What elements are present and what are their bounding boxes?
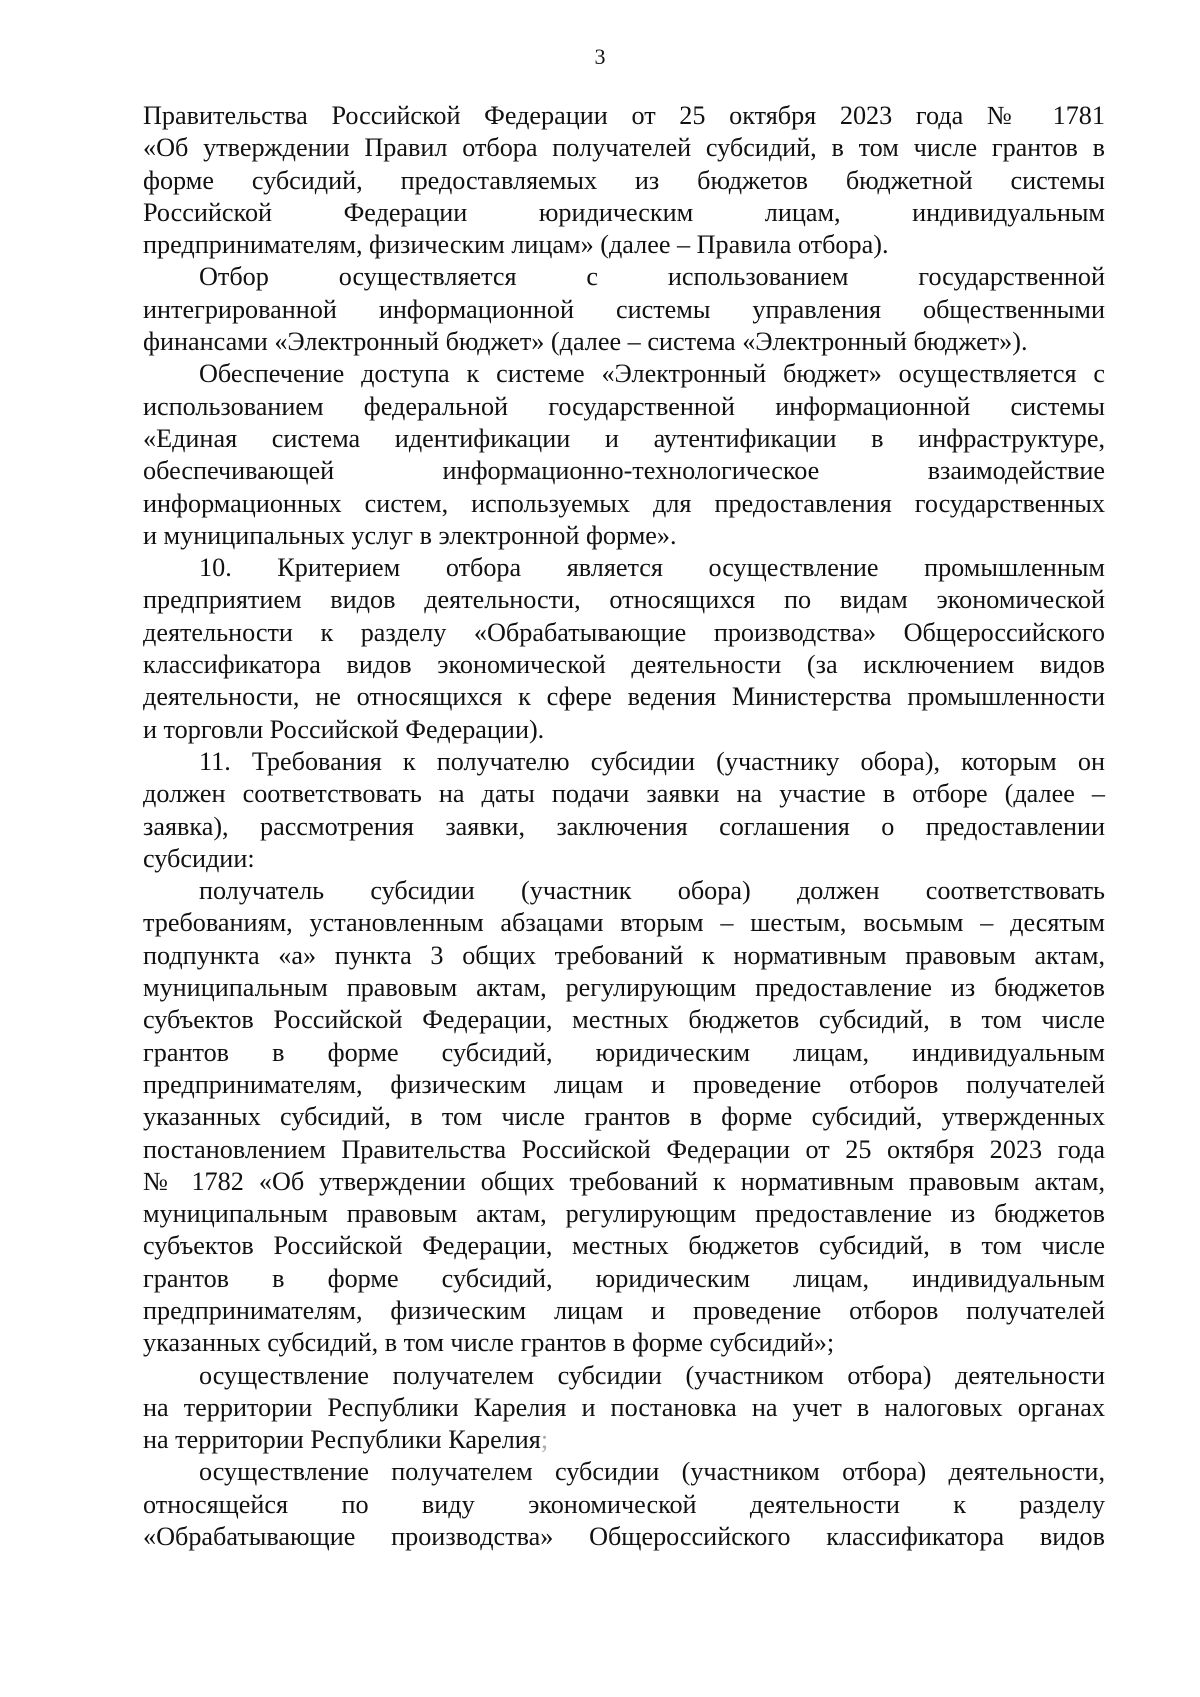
faint-semicolon: ; (540, 1425, 549, 1455)
text-line: предприятием видов деятельности, относящихся по видам экономической (143, 585, 1105, 615)
paragraph-first-line: Отбор осуществляется с использованием государственной (199, 262, 1105, 292)
text-line: относящейся по виду экономической деятельности к разделу (143, 1489, 1105, 1519)
text-line: обеспечивающей информационно-технологическое взаимодействие (143, 456, 1105, 486)
text-line: Российской Федерации юридическим лицам, индивидуальным (143, 197, 1105, 227)
text-line: муниципальным правовым актам, регулирующим предоставление из бюджетов (143, 973, 1105, 1003)
text-line: информационных систем, используемых для предоставления государственных (143, 488, 1105, 518)
text-line: на территории Республики Карелия и постановка на учет в налоговых органах (143, 1392, 1105, 1422)
text-line: муниципальным правовым актам, регулирующим предоставление из бюджетов (143, 1199, 1105, 1229)
paragraph-first-line: 10. Критерием отбора является осуществление промышленным (199, 553, 1105, 583)
text-line: и торговли Российской Федерации). (143, 714, 545, 744)
text-fragment: на территории Республики Карелия (143, 1425, 541, 1455)
text-line (143, 1424, 1105, 1456)
text-line: и муниципальных услуг в электронной форме». (143, 520, 677, 550)
text-line: «Обрабатывающие производства» Общероссийского классификатора видов (143, 1522, 1105, 1552)
text-line: указанных субсидий, в том числе грантов в форме субсидий»; (143, 1328, 835, 1358)
text-line: «Единая система идентификации и аутентификации в инфраструктуре, (143, 423, 1105, 453)
paragraph-first-line: Обеспечение доступа к системе «Электронный бюджет» осуществляется с (199, 359, 1105, 389)
text-line: субсидии: (143, 843, 255, 873)
text-line: использованием федеральной государственной информационной системы (143, 391, 1105, 421)
text-line: требованиям, установленным абзацами вторым – шестым, восьмым – десятым (143, 908, 1105, 938)
text-line: предпринимателям, физическим лицам» (далее – Правила отбора). (143, 230, 889, 260)
text-line: «Об утверждении Правил отбора получателей субсидий, в том числе грантов в (143, 133, 1105, 163)
text-line: субъектов Российской Федерации, местных бюджетов субсидий, в том числе (143, 1231, 1105, 1261)
text-line: заявка), рассмотрения заявки, заключения соглашения о предоставлении (143, 811, 1105, 841)
paragraph-first-line: 11. Требования к получателю субсидии (участнику обора), которым он (199, 746, 1105, 776)
paragraph-first-line: получатель субсидии (участник обора) должен соответствовать (199, 876, 1105, 906)
document-body (143, 100, 1105, 1553)
text-line: деятельности к разделу «Обрабатывающие производства» Общероссийского (143, 617, 1105, 647)
text-line: должен соответствовать на даты подачи заявки на участие в отборе (далее – (143, 779, 1105, 809)
text-line: классификатора видов экономической деятельности (за исключением видов (143, 650, 1105, 680)
text-line: предпринимателям, физическим лицам и проведение отборов получателей (143, 1295, 1105, 1325)
paragraph-first-line: осуществление получателем субсидии (участником отбора) деятельности, (199, 1457, 1105, 1487)
text-line: финансами «Электронный бюджет» (далее – система «Электронный бюджет»). (143, 327, 1028, 357)
text-line: постановлением Правительства Российской Федерации от 25 октября 2023 года (143, 1134, 1105, 1164)
text-line: интегрированной информационной системы управления общественными (143, 294, 1105, 324)
text-line: деятельности, не относящихся к сфере ведения Министерства промышленности (143, 682, 1105, 712)
text-line: подпункта «а» пункта 3 общих требований к нормативным правовым актам, (143, 940, 1105, 970)
text-line: предпринимателям, физическим лицам и проведение отборов получателей (143, 1069, 1105, 1099)
text-line: № 1782 «Об утверждении общих требований к нормативным правовым актам, (143, 1166, 1105, 1196)
paragraph-first-line: осуществление получателем субсидии (участником отбора) деятельности (199, 1360, 1105, 1390)
text-line: грантов в форме субсидий, юридическим лицам, индивидуальным (143, 1037, 1105, 1067)
page-number: 3 (594, 44, 606, 69)
text-line: Правительства Российской Федерации от 25 октября 2023 года № 1781 (143, 101, 1105, 130)
text-line: форме субсидий, предоставляемых из бюджетов бюджетной системы (143, 165, 1105, 195)
text-line: указанных субсидий, в том числе грантов в форме субсидий, утвержденных (143, 1102, 1105, 1132)
text-line: грантов в форме субсидий, юридическим лицам, индивидуальным (143, 1263, 1105, 1293)
text-line: субъектов Российской Федерации, местных бюджетов субсидий, в том числе (143, 1005, 1105, 1035)
